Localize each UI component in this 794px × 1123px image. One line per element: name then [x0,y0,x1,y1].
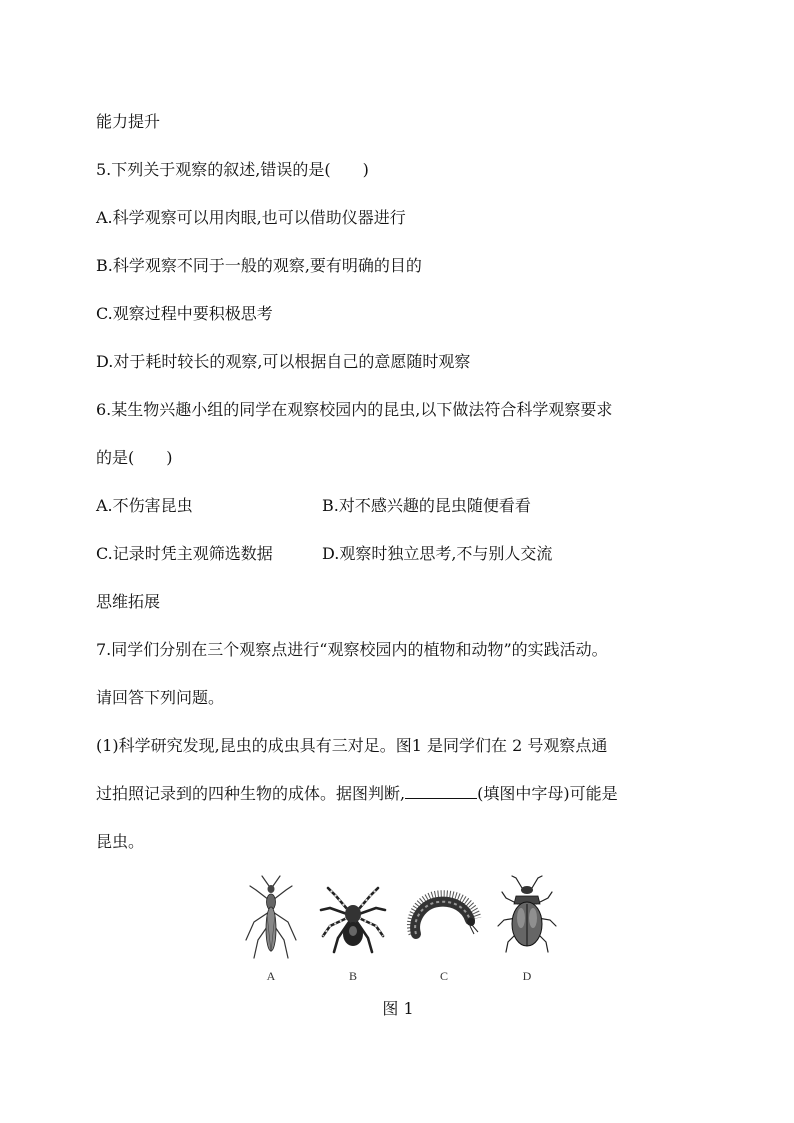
centipede-icon [404,874,484,962]
figure-item-d [492,874,562,984]
q6-option-c: C.记录时凭主观筛选数据 [96,544,273,563]
q7-part1-text-before: 过拍照记录到的四种生物的成体。据图判断, [96,784,406,803]
q7-part1-line3: 昆虫。 [96,832,145,851]
figure-label-a: A [266,969,276,983]
figure-caption: 图 1 [382,999,414,1018]
q7-part1-text-after: (填图中字母)可能是 [477,784,618,803]
q6-stem-line1: 6.某生物兴趣小组的同学在观察校园内的昆虫,以下做法符合科学观察要求 [96,400,613,419]
figure-item-b [318,874,388,984]
q5-stem: 5.下列关于观察的叙述,错误的是( ) [96,160,369,179]
q6-option-a: A.不伤害昆虫 [96,496,193,515]
figure-item-c [404,874,484,984]
q5-option-c: C.观察过程中要积极思考 [96,304,273,323]
figure-label-b: B [348,969,357,983]
q5-option-b: B.科学观察不同于一般的观察,要有明确的目的 [96,256,422,275]
q7-part1-line2 [96,782,618,806]
section-heading-thinking: 思维拓展 [96,592,161,611]
long-legged-insect-icon [236,874,306,962]
q6-stem-line2: 的是( ) [96,448,173,467]
q7-stem-line1: 7.同学们分别在三个观察点进行“观察校园内的植物和动物”的实践活动。 [96,640,608,659]
spider-icon [318,874,388,962]
q5-option-d: D.对于耗时较长的观察,可以根据自己的意愿随时观察 [96,352,471,371]
q6-option-b: B.对不感兴趣的昆虫随便看看 [322,496,531,515]
figure-item-a [236,874,306,984]
figure-1 [236,874,566,984]
q7-stem-line2: 请回答下列问题。 [96,688,225,707]
section-heading-ability: 能力提升 [96,112,161,131]
beetle-icon [492,874,562,962]
answer-blank[interactable] [405,784,477,799]
figure-label-c: C [439,969,448,983]
q7-part1-line1: (1)科学研究发现,昆虫的成虫具有三对足。图1 是同学们在 2 号观察点通 [96,736,608,755]
q5-option-a: A.科学观察可以用肉眼,也可以借助仪器进行 [96,208,406,227]
figure-label-d: D [522,969,532,983]
q6-option-d: D.观察时独立思考,不与别人交流 [322,544,553,563]
